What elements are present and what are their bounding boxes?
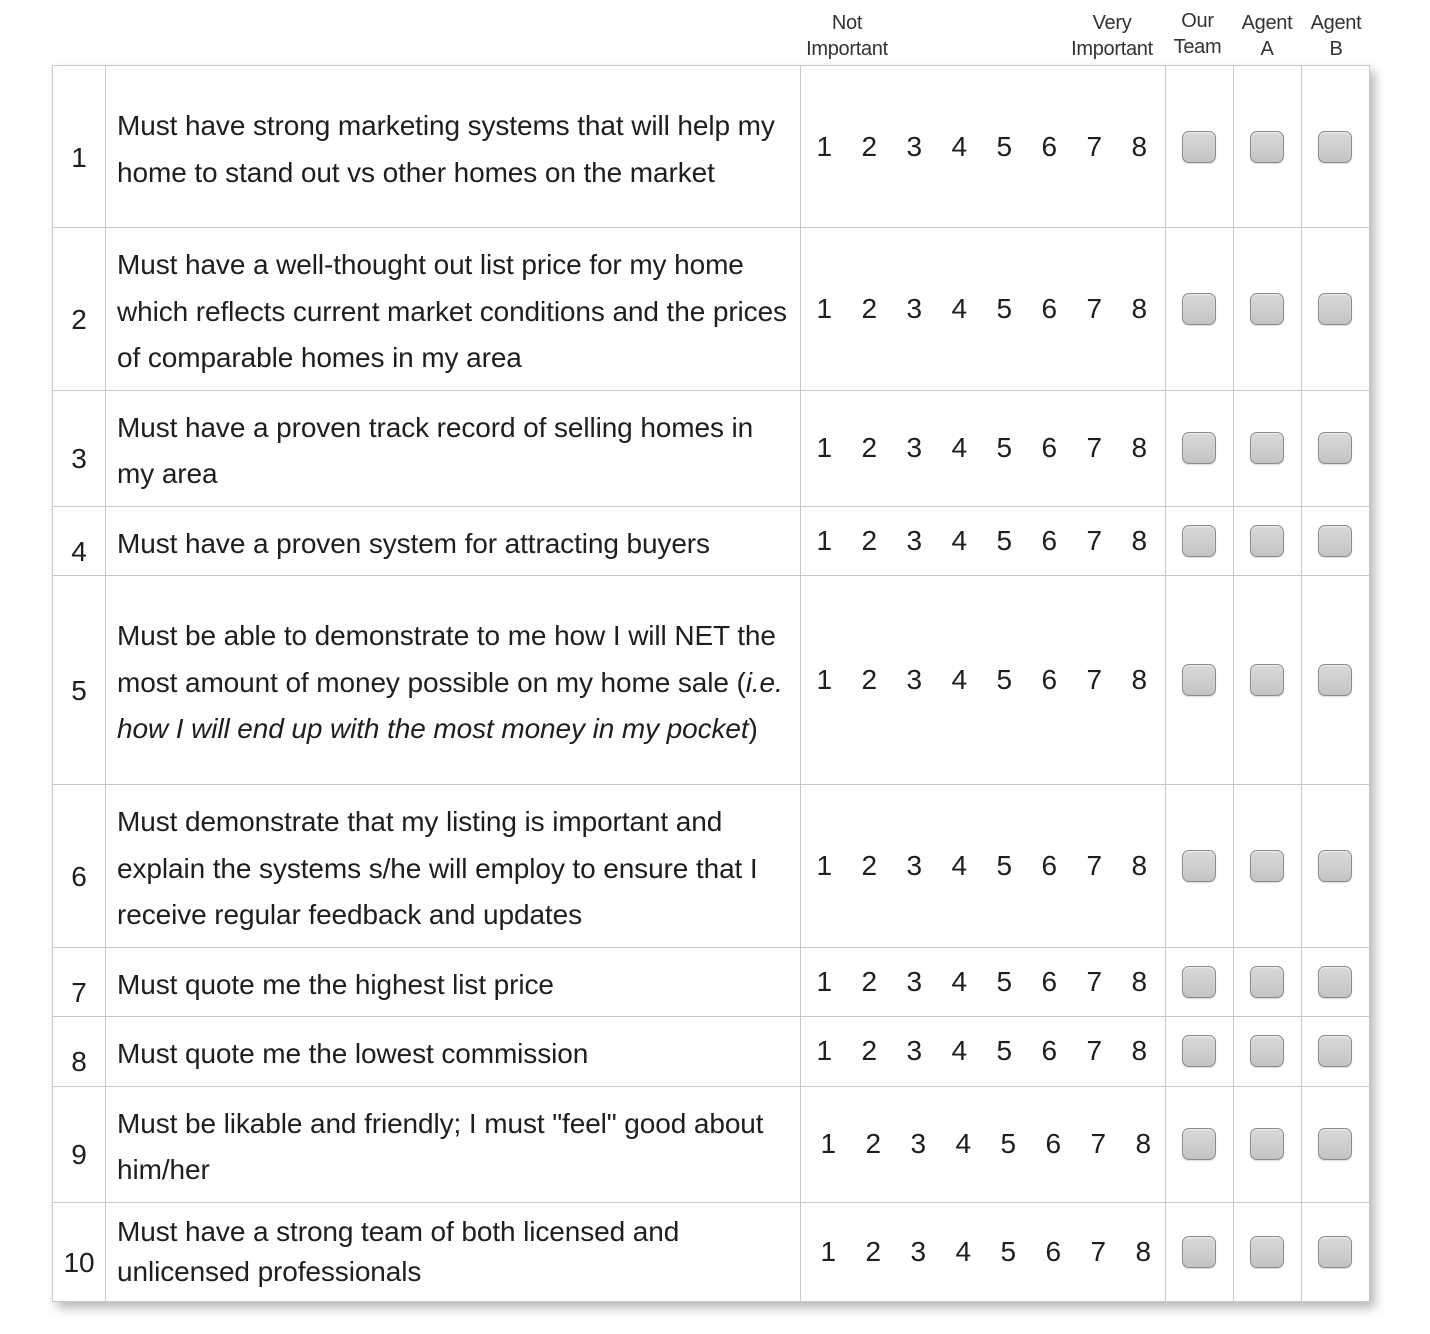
rating-option-2[interactable]: 2 — [861, 1035, 878, 1067]
rating-scale — [800, 1086, 1165, 1202]
rating-option-5[interactable]: 5 — [1000, 1128, 1017, 1159]
rating-option-7[interactable]: 7 — [1086, 432, 1103, 463]
agent-a-checkbox[interactable] — [1250, 850, 1284, 882]
rating-option-1[interactable]: 1 — [820, 1128, 837, 1159]
rating-option-2[interactable]: 2 — [861, 965, 878, 997]
rating-option-6[interactable]: 6 — [1041, 664, 1058, 695]
rating-option-6[interactable]: 6 — [1041, 130, 1058, 162]
agent-a-checkbox[interactable] — [1250, 525, 1284, 557]
rating-option-7[interactable]: 7 — [1086, 664, 1103, 695]
rating-option-7[interactable]: 7 — [1086, 1035, 1103, 1067]
rating-option-8[interactable]: 8 — [1131, 130, 1148, 162]
our-team-checkbox[interactable] — [1182, 525, 1216, 557]
agent-b-checkbox[interactable] — [1318, 432, 1352, 464]
header-not-important: Not Important — [806, 12, 888, 60]
our-team-checkbox[interactable] — [1182, 966, 1216, 998]
statement-text: Must quote me the highest list price — [106, 947, 801, 1017]
row-number: 3 — [53, 390, 106, 506]
table-row — [53, 228, 1370, 391]
rating-option-3[interactable]: 3 — [906, 292, 923, 324]
header-very-important: Very Important — [1071, 12, 1153, 60]
agent-a-cell — [1233, 1017, 1301, 1087]
rating-scale — [800, 947, 1165, 1017]
agent-b-cell — [1301, 506, 1369, 576]
table-row — [53, 1017, 1370, 1087]
rating-option-6[interactable]: 6 — [1041, 432, 1058, 463]
statement-text: Must quote me the lowest commission — [106, 1017, 801, 1087]
rating-scale — [800, 785, 1165, 948]
agent-b-checkbox[interactable] — [1318, 664, 1352, 696]
table-row — [53, 390, 1370, 506]
table-row — [53, 1086, 1370, 1202]
rating-option-4[interactable]: 4 — [951, 965, 968, 997]
row-number: 8 — [53, 1017, 106, 1087]
rating-option-6[interactable]: 6 — [1045, 1128, 1062, 1159]
rating-option-4[interactable]: 4 — [951, 1035, 968, 1067]
agent-a-cell — [1233, 66, 1301, 228]
agent-a-checkbox[interactable] — [1250, 966, 1284, 998]
statement-text-italic: i.e. how I will end up with the most money in my pocket — [117, 666, 783, 745]
statement-text: Must have a strong team of both licensed and unlicensed professionals — [106, 1202, 801, 1301]
table-row — [53, 785, 1370, 948]
agent-b-checkbox[interactable] — [1318, 1128, 1352, 1160]
rating-option-3[interactable]: 3 — [906, 432, 923, 463]
rating-option-3[interactable]: 3 — [906, 130, 923, 162]
rating-option-8[interactable]: 8 — [1131, 1035, 1148, 1067]
agent-b-cell — [1301, 1086, 1369, 1202]
rating-option-6[interactable]: 6 — [1045, 1235, 1062, 1267]
statement-text — [106, 576, 801, 785]
rating-option-2[interactable]: 2 — [861, 524, 878, 556]
rating-option-2[interactable]: 2 — [861, 849, 878, 881]
agent-b-checkbox[interactable] — [1318, 293, 1352, 325]
agent-b-cell — [1301, 390, 1369, 506]
row-number: 6 — [53, 785, 106, 948]
agent-b-cell — [1301, 1202, 1369, 1301]
rating-option-4[interactable]: 4 — [951, 849, 968, 881]
our-team-checkbox[interactable] — [1182, 293, 1216, 325]
agent-b-cell — [1301, 576, 1369, 785]
rating-option-4[interactable]: 4 — [951, 432, 968, 463]
rating-option-7[interactable]: 7 — [1086, 292, 1103, 324]
rating-option-3[interactable]: 3 — [910, 1235, 927, 1267]
row-number: 10 — [53, 1202, 106, 1301]
rating-option-5[interactable]: 5 — [1000, 1235, 1017, 1267]
rating-option-5[interactable]: 5 — [996, 664, 1013, 695]
statement-text: Must demonstrate that my listing is important and explain the systems s/he will employ to ensure that I receive regular feedback and updates — [106, 785, 801, 948]
rating-option-5[interactable]: 5 — [996, 965, 1013, 997]
rating-option-7[interactable]: 7 — [1086, 524, 1103, 556]
rating-scale — [800, 576, 1165, 785]
rating-option-5[interactable]: 5 — [996, 130, 1013, 162]
rating-option-1[interactable]: 1 — [816, 664, 833, 695]
rating-option-8[interactable]: 8 — [1131, 524, 1148, 556]
rating-option-4[interactable]: 4 — [951, 664, 968, 695]
rating-option-3[interactable]: 3 — [906, 524, 923, 556]
rating-option-3[interactable]: 3 — [906, 664, 923, 695]
agent-b-cell — [1301, 66, 1369, 228]
rating-option-8[interactable]: 8 — [1135, 1235, 1152, 1267]
rating-option-7[interactable]: 7 — [1086, 849, 1103, 881]
row-number: 9 — [53, 1086, 106, 1202]
row-number: 7 — [53, 947, 106, 1017]
rating-option-1[interactable]: 1 — [820, 1235, 837, 1267]
our-team-checkbox[interactable] — [1182, 850, 1216, 882]
header-our-team: Our Team — [1173, 10, 1222, 58]
rating-option-4[interactable]: 4 — [951, 292, 968, 324]
table-row — [53, 947, 1370, 1017]
our-team-checkbox[interactable] — [1182, 1236, 1216, 1268]
rating-scale — [800, 506, 1165, 576]
our-team-checkbox[interactable] — [1182, 1035, 1216, 1067]
rating-option-8[interactable]: 8 — [1135, 1128, 1152, 1159]
statement-text-part: ) — [748, 713, 758, 745]
rating-option-2[interactable]: 2 — [865, 1128, 882, 1159]
agent-a-cell — [1233, 1202, 1301, 1301]
our-team-checkbox[interactable] — [1182, 664, 1216, 696]
rating-option-5[interactable]: 5 — [996, 432, 1013, 463]
our-team-checkbox[interactable] — [1182, 131, 1216, 163]
rating-option-7[interactable]: 7 — [1090, 1235, 1107, 1267]
rating-scale — [800, 228, 1165, 391]
rating-option-2[interactable]: 2 — [865, 1235, 882, 1267]
agent-b-checkbox[interactable] — [1318, 1236, 1352, 1268]
agent-a-checkbox[interactable] — [1250, 1128, 1284, 1160]
rating-option-8[interactable]: 8 — [1131, 849, 1148, 881]
rating-option-8[interactable]: 8 — [1131, 292, 1148, 324]
rating-option-5[interactable]: 5 — [996, 1035, 1013, 1067]
table-row — [53, 576, 1370, 785]
agent-a-cell — [1233, 576, 1301, 785]
rating-option-7[interactable]: 7 — [1086, 130, 1103, 162]
agent-a-checkbox[interactable] — [1250, 1035, 1284, 1067]
rating-option-3[interactable]: 3 — [906, 849, 923, 881]
rating-option-6[interactable]: 6 — [1041, 849, 1058, 881]
rating-option-5[interactable]: 5 — [996, 849, 1013, 881]
row-number: 5 — [53, 576, 106, 785]
agent-b-checkbox[interactable] — [1318, 1035, 1352, 1067]
table-row — [53, 506, 1370, 576]
rating-option-1[interactable]: 1 — [816, 1035, 833, 1067]
agent-b-checkbox[interactable] — [1318, 525, 1352, 557]
rating-scale — [800, 1202, 1165, 1301]
rating-option-8[interactable]: 8 — [1131, 965, 1148, 997]
agent-a-checkbox[interactable] — [1250, 432, 1284, 464]
statement-text-part: Must be able to demonstrate to me how I will NET the most amount of money possible on my home sale ( — [117, 620, 776, 698]
agent-b-checkbox[interactable] — [1318, 131, 1352, 163]
statement-text: Must have a proven track record of selling homes in my area — [106, 390, 801, 506]
rating-option-2[interactable]: 2 — [861, 292, 878, 324]
rating-option-7[interactable]: 7 — [1086, 965, 1103, 997]
rating-option-1[interactable]: 1 — [816, 432, 833, 463]
agent-b-cell — [1301, 1017, 1369, 1087]
agent-a-checkbox[interactable] — [1250, 293, 1284, 325]
rating-option-3[interactable]: 3 — [906, 965, 923, 997]
agent-a-cell — [1233, 1086, 1301, 1202]
table-row — [53, 66, 1370, 228]
statement-text: Must be likable and friendly; I must "feel" good about him/her — [106, 1086, 801, 1202]
rating-option-1[interactable]: 1 — [816, 292, 833, 324]
statement-text: Must have a proven system for attracting buyers — [106, 506, 801, 576]
rating-option-6[interactable]: 6 — [1041, 1035, 1058, 1067]
rating-option-6[interactable]: 6 — [1041, 524, 1058, 556]
survey-table — [52, 65, 1370, 1302]
header-agent-a: Agent A — [1241, 12, 1293, 60]
rating-option-6[interactable]: 6 — [1041, 292, 1058, 324]
rating-option-1[interactable]: 1 — [816, 965, 833, 997]
rating-option-2[interactable]: 2 — [861, 664, 878, 695]
rating-option-1[interactable]: 1 — [816, 849, 833, 881]
row-number: 2 — [53, 228, 106, 391]
agent-a-checkbox[interactable] — [1250, 1236, 1284, 1268]
rating-option-6[interactable]: 6 — [1041, 965, 1058, 997]
rating-option-5[interactable]: 5 — [996, 292, 1013, 324]
agent-a-checkbox[interactable] — [1250, 131, 1284, 163]
rating-option-7[interactable]: 7 — [1090, 1128, 1107, 1159]
row-number: 4 — [53, 506, 106, 576]
agent-b-checkbox[interactable] — [1318, 966, 1352, 998]
rating-option-5[interactable]: 5 — [996, 524, 1013, 556]
header-agent-b: Agent B — [1310, 12, 1362, 60]
agent-b-cell — [1301, 947, 1369, 1017]
rating-option-3[interactable]: 3 — [910, 1128, 927, 1159]
agent-a-cell — [1233, 390, 1301, 506]
our-team-checkbox[interactable] — [1182, 1128, 1216, 1160]
rating-option-4[interactable]: 4 — [951, 130, 968, 162]
table-row — [53, 1202, 1370, 1301]
rating-option-4[interactable]: 4 — [955, 1235, 972, 1267]
rating-option-2[interactable]: 2 — [861, 432, 878, 463]
rating-option-3[interactable]: 3 — [906, 1035, 923, 1067]
agent-b-cell — [1301, 228, 1369, 391]
agent-a-checkbox[interactable] — [1250, 664, 1284, 696]
agent-a-cell — [1233, 228, 1301, 391]
rating-option-2[interactable]: 2 — [861, 130, 878, 162]
statement-text: Must have strong marketing systems that will help my home to stand out vs other homes on the market — [106, 66, 801, 228]
rating-option-1[interactable]: 1 — [816, 524, 833, 556]
rating-option-8[interactable]: 8 — [1131, 432, 1148, 463]
agent-b-checkbox[interactable] — [1318, 850, 1352, 882]
rating-option-4[interactable]: 4 — [951, 524, 968, 556]
rating-option-8[interactable]: 8 — [1131, 664, 1148, 695]
row-number: 1 — [53, 66, 106, 228]
rating-scale — [800, 390, 1165, 506]
column-header — [0, 0, 1430, 66]
statement-text: Must have a well-thought out list price for my home which reflects current market conditions and the prices of comparable homes in my area — [106, 228, 801, 391]
our-team-checkbox[interactable] — [1182, 432, 1216, 464]
rating-scale — [800, 66, 1165, 228]
agent-a-cell — [1233, 506, 1301, 576]
rating-scale — [800, 1017, 1165, 1087]
rating-option-1[interactable]: 1 — [816, 130, 833, 162]
agent-b-cell — [1301, 785, 1369, 948]
agent-a-cell — [1233, 785, 1301, 948]
rating-option-4[interactable]: 4 — [955, 1128, 972, 1159]
agent-a-cell — [1233, 947, 1301, 1017]
